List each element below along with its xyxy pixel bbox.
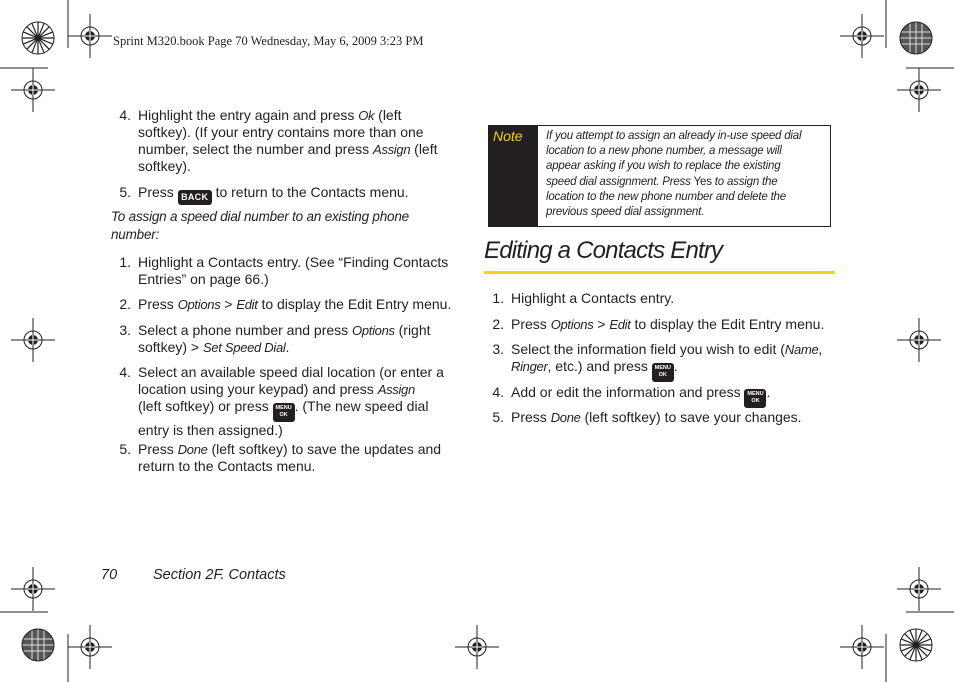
print-header: Sprint M320.book Page 70 Wednesday, May 6, 2009 3:23 PM xyxy=(113,34,424,48)
note-box xyxy=(488,125,831,227)
section-heading: Editing a Contacts Entry xyxy=(484,237,723,264)
back-key-icon: BACK xyxy=(178,190,212,205)
section-title: Section 2F. Contacts xyxy=(153,567,286,583)
menu-ok-key-icon: MENU OK xyxy=(652,363,674,382)
menu-ok-key-icon: MENU OK xyxy=(273,403,295,422)
menu-ok-key-icon: MENU OK xyxy=(744,389,766,408)
note-label: Note xyxy=(489,126,538,226)
page-number: 70 xyxy=(101,567,118,583)
instruction-intro: To assign a speed dial number to an existing phone number: xyxy=(111,209,409,242)
note-text: If you attempt to assign an already in-use speed dial location to a new phone number, a message will appear asking if you wish to replace the existing speed dial assignment. Press Yes to assign the location to the new phone number and delete the previous speed dial assignment. xyxy=(546,130,802,219)
heading-rule xyxy=(484,271,835,274)
